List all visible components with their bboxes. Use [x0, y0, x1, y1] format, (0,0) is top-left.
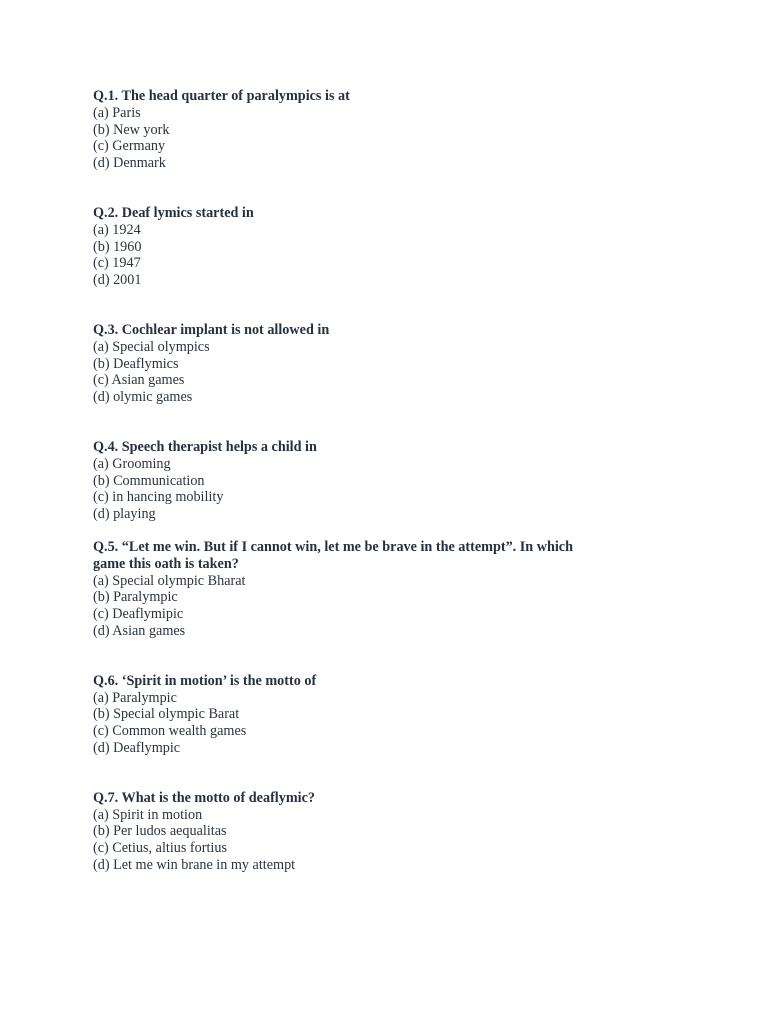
option-a: (a) Paralympic: [93, 689, 177, 706]
option-a: (a) Special olympic Bharat: [93, 572, 246, 589]
option-b: (b) Per ludos aequalitas: [93, 823, 227, 840]
option-b: (b) Special olympic Barat: [93, 706, 240, 723]
document-page: [93, 88, 693, 874]
option-d: (d) olymic games: [93, 389, 193, 406]
option-b: (b) New york: [93, 121, 170, 138]
option-c: (c) in hancing mobility: [93, 489, 224, 506]
option-b: (b) Deaflymics: [93, 355, 179, 372]
question-text: Q.2. Deaf lymics started in: [93, 204, 254, 221]
question-text: Q.4. Speech therapist helps a child in: [93, 438, 317, 455]
question-5: [93, 539, 693, 640]
option-a: (a) Spirit in motion: [93, 806, 203, 823]
option-b: (b) Communication: [93, 472, 205, 489]
option-a: (a) Grooming: [93, 455, 171, 472]
question-6: [93, 673, 693, 757]
option-b: (b) Paralympic: [93, 589, 178, 606]
option-d: (d) playing: [93, 506, 156, 523]
option-d: (d) Deaflympic: [93, 739, 181, 756]
option-a: (a) Special olympics: [93, 338, 210, 355]
option-c: (c) 1947: [93, 255, 141, 272]
option-d: (d) Denmark: [93, 155, 166, 172]
option-a: (a) 1924: [93, 221, 141, 238]
question-4: [93, 439, 693, 523]
question-text: Q.7. What is the motto of deaflymic?: [93, 789, 315, 806]
option-d: (d) Let me win brane in my attempt: [93, 856, 296, 873]
option-c: (c) Cetius, altius fortius: [93, 840, 227, 857]
question-1: [93, 88, 693, 172]
option-c: (c) Germany: [93, 138, 166, 155]
question-text: Q.3. Cochlear implant is not allowed in: [93, 321, 330, 338]
question-7: [93, 790, 693, 874]
option-d: (d) Asian games: [93, 622, 186, 639]
option-c: (c) Common wealth games: [93, 723, 247, 740]
question-text: Q.1. The head quarter of paralympics is at: [93, 88, 350, 104]
option-c: (c) Deaflymipic: [93, 606, 184, 623]
question-text: Q.6. ‘Spirit in motion’ is the motto of: [93, 672, 317, 689]
option-d: (d) 2001: [93, 272, 142, 289]
question-text: Q.5. “Let me win. But if I cannot win, let me be brave in the attempt”. In which game this oath is taken?: [93, 538, 573, 572]
question-2: [93, 205, 693, 289]
question-3: [93, 322, 693, 406]
option-c: (c) Asian games: [93, 372, 185, 389]
option-a: (a) Paris: [93, 104, 141, 121]
option-b: (b) 1960: [93, 238, 142, 255]
